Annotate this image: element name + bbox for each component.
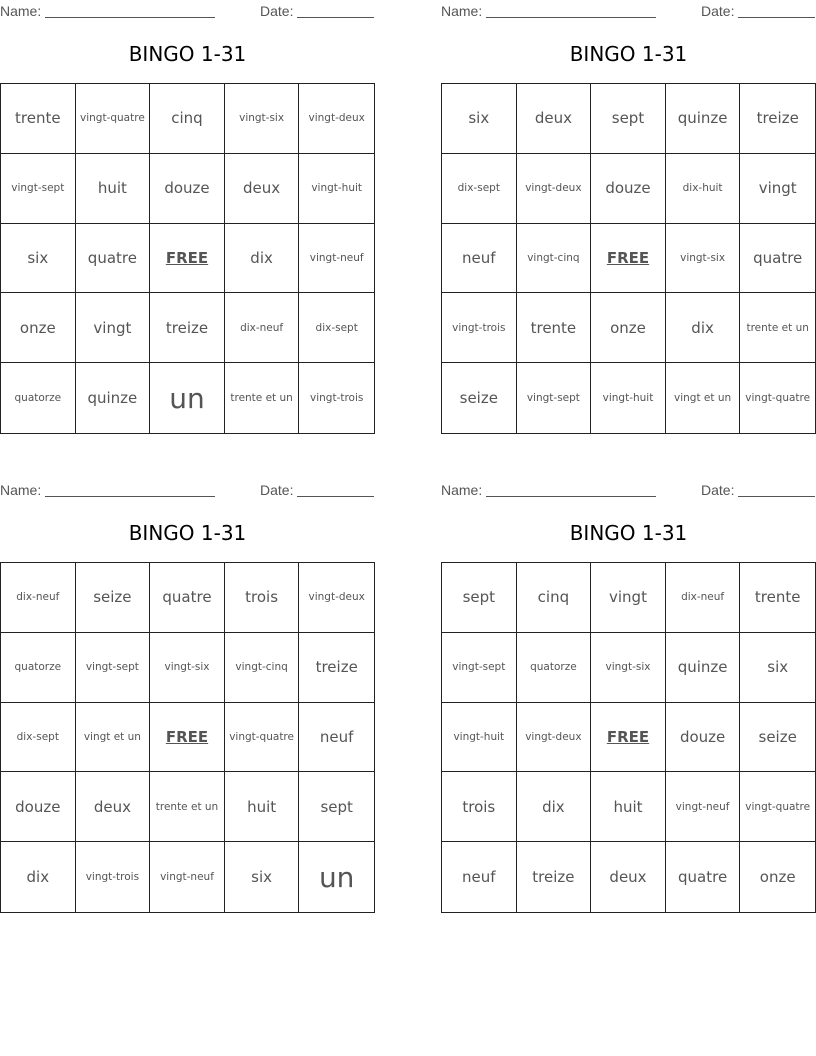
bingo-cell: sept	[442, 563, 517, 633]
name-blank-line	[45, 17, 215, 18]
bingo-cell: vingt-sept	[442, 633, 517, 703]
bingo-cell: dix	[225, 224, 300, 294]
card-title: BINGO 1-31	[569, 42, 688, 66]
bingo-cell: deux	[76, 772, 151, 842]
name-label: Name:	[441, 3, 483, 19]
bingo-cell: un	[318, 860, 355, 894]
bingo-cell: dix-neuf	[225, 293, 300, 363]
bingo-cell: vingt-cinq	[225, 633, 300, 703]
bingo-cell: sept	[299, 772, 374, 842]
bingo-cell: vingt-huit	[591, 363, 666, 433]
name-blank-line	[45, 496, 215, 497]
bingo-cell: vingt-sept	[76, 633, 151, 703]
bingo-cell: neuf	[442, 842, 517, 912]
bingo-cell: dix	[517, 772, 592, 842]
bingo-cell: dix-neuf	[1, 563, 76, 633]
name-date-row	[0, 479, 375, 501]
bingo-cell: trente	[740, 563, 815, 633]
bingo-cell: vingt	[591, 563, 666, 633]
bingo-cell: dix-huit	[666, 154, 741, 224]
bingo-cell: dix	[666, 293, 741, 363]
bingo-cell: vingt	[740, 154, 815, 224]
bingo-cell: treize	[150, 293, 225, 363]
date-label: Date:	[260, 3, 294, 19]
bingo-grid	[0, 83, 375, 434]
name-field	[441, 3, 656, 19]
bingo-cell: vingt-neuf	[150, 842, 225, 912]
bingo-cell: vingt-huit	[442, 703, 517, 773]
bingo-cell: trois	[442, 772, 517, 842]
bingo-cell: vingt-quatre	[225, 703, 300, 773]
bingo-cell: quatre	[150, 563, 225, 633]
name-field	[0, 3, 215, 19]
bingo-cell: vingt-deux	[517, 154, 592, 224]
bingo-cell: six	[225, 842, 300, 912]
bingo-cell: onze	[759, 868, 796, 887]
bingo-cell: neuf	[442, 224, 517, 294]
bingo-cell: deux	[517, 84, 592, 154]
bingo-cell: vingt-six	[150, 633, 225, 703]
bingo-grid	[441, 83, 816, 434]
bingo-cell: six	[442, 84, 517, 154]
bingo-cell: quatre	[76, 224, 151, 294]
date-field	[260, 482, 374, 498]
bingo-cell: vingt-sept	[517, 363, 592, 433]
bingo-cell: vingt-deux	[299, 563, 374, 633]
bingo-cell: treize	[299, 633, 374, 703]
bingo-cell: quatre	[666, 842, 741, 912]
bingo-cell: quinze	[666, 633, 741, 703]
bingo-cell: vingt-six	[225, 84, 300, 154]
free-space: FREE	[591, 224, 666, 294]
bingo-cell: vingt	[76, 293, 151, 363]
bingo-cell: un	[150, 363, 225, 433]
date-field	[260, 3, 374, 19]
bingo-cell: deux	[591, 842, 666, 912]
bingo-cell: deux	[225, 154, 300, 224]
bingo-cell: douze	[666, 703, 741, 773]
bingo-cell: vingt-six	[666, 224, 741, 294]
bingo-cell: neuf	[299, 703, 374, 773]
bingo-cell: vingt-deux	[299, 84, 374, 154]
bingo-cell: trois	[225, 563, 300, 633]
name-label: Name:	[0, 3, 42, 19]
bingo-cell: huit	[225, 772, 300, 842]
bingo-cell: huit	[591, 772, 666, 842]
bingo-cell: vingt-cinq	[517, 224, 592, 294]
bingo-cell: douze	[591, 154, 666, 224]
date-blank-line	[297, 496, 374, 497]
bingo-cell: seize	[76, 563, 151, 633]
bingo-cell: douze	[1, 772, 76, 842]
bingo-cell: trente et un	[740, 293, 815, 363]
name-label: Name:	[441, 482, 483, 498]
bingo-cell: vingt-sept	[1, 154, 76, 224]
bingo-cell: quatorze	[1, 363, 76, 433]
bingo-cell: treize	[740, 84, 815, 154]
bingo-cell: six	[740, 633, 815, 703]
name-field	[441, 482, 656, 498]
bingo-grid	[0, 562, 375, 913]
bingo-cell: dix-sept	[1, 703, 76, 773]
bingo-cell: vingt-neuf	[299, 224, 374, 294]
bingo-cell: vingt-quatre	[745, 392, 811, 405]
bingo-cell: vingt-deux	[517, 703, 592, 773]
bingo-cell: dix-sept	[442, 154, 517, 224]
name-label: Name:	[0, 482, 42, 498]
bingo-cell: vingt-trois	[310, 392, 364, 405]
bingo-cell: vingt et un	[666, 363, 741, 433]
card-title: BINGO 1-31	[128, 42, 247, 66]
name-date-row	[441, 0, 816, 22]
free-space: FREE	[150, 224, 225, 294]
date-label: Date:	[701, 3, 735, 19]
free-space: FREE	[150, 703, 225, 773]
bingo-cell: douze	[150, 154, 225, 224]
bingo-cell: quatorze	[1, 633, 76, 703]
bingo-cell: cinq	[517, 563, 592, 633]
bingo-cell: vingt-trois	[442, 293, 517, 363]
bingo-cell: vingt-neuf	[666, 772, 741, 842]
date-label: Date:	[260, 482, 294, 498]
date-blank-line	[297, 17, 374, 18]
bingo-cell: quatorze	[517, 633, 592, 703]
card-title: BINGO 1-31	[128, 521, 247, 545]
bingo-cell: onze	[1, 293, 76, 363]
date-label: Date:	[701, 482, 735, 498]
bingo-cell: seize	[442, 363, 517, 433]
date-field	[701, 3, 815, 19]
bingo-grid	[441, 562, 816, 913]
bingo-cell: vingt-six	[591, 633, 666, 703]
name-date-row	[0, 0, 375, 22]
date-field	[701, 482, 815, 498]
bingo-cell: six	[1, 224, 76, 294]
bingo-cell: dix-neuf	[666, 563, 741, 633]
free-space: FREE	[591, 703, 666, 773]
date-blank-line	[738, 496, 815, 497]
name-blank-line	[486, 496, 656, 497]
bingo-cell: trente et un	[150, 772, 225, 842]
bingo-cell: cinq	[150, 84, 225, 154]
name-date-row	[441, 479, 816, 501]
bingo-cell: vingt-quatre	[76, 84, 151, 154]
bingo-cell: trente	[1, 84, 76, 154]
bingo-cell: trente et un	[225, 363, 300, 433]
bingo-cell: dix	[1, 842, 76, 912]
bingo-cell: onze	[591, 293, 666, 363]
bingo-cell: treize	[517, 842, 592, 912]
bingo-cell: sept	[591, 84, 666, 154]
name-blank-line	[486, 17, 656, 18]
bingo-cell: seize	[740, 703, 815, 773]
bingo-cell: vingt-huit	[299, 154, 374, 224]
bingo-cell: trente	[517, 293, 592, 363]
name-field	[0, 482, 215, 498]
date-blank-line	[738, 17, 815, 18]
card-title: BINGO 1-31	[569, 521, 688, 545]
bingo-cell: vingt-quatre	[740, 772, 815, 842]
bingo-cell: vingt et un	[76, 703, 151, 773]
bingo-cell: dix-sept	[299, 293, 374, 363]
bingo-cell: quinze	[666, 84, 741, 154]
bingo-cell: vingt-trois	[76, 842, 151, 912]
bingo-cell: quatre	[740, 224, 815, 294]
bingo-cell: huit	[76, 154, 151, 224]
bingo-cell: quinze	[76, 363, 151, 433]
